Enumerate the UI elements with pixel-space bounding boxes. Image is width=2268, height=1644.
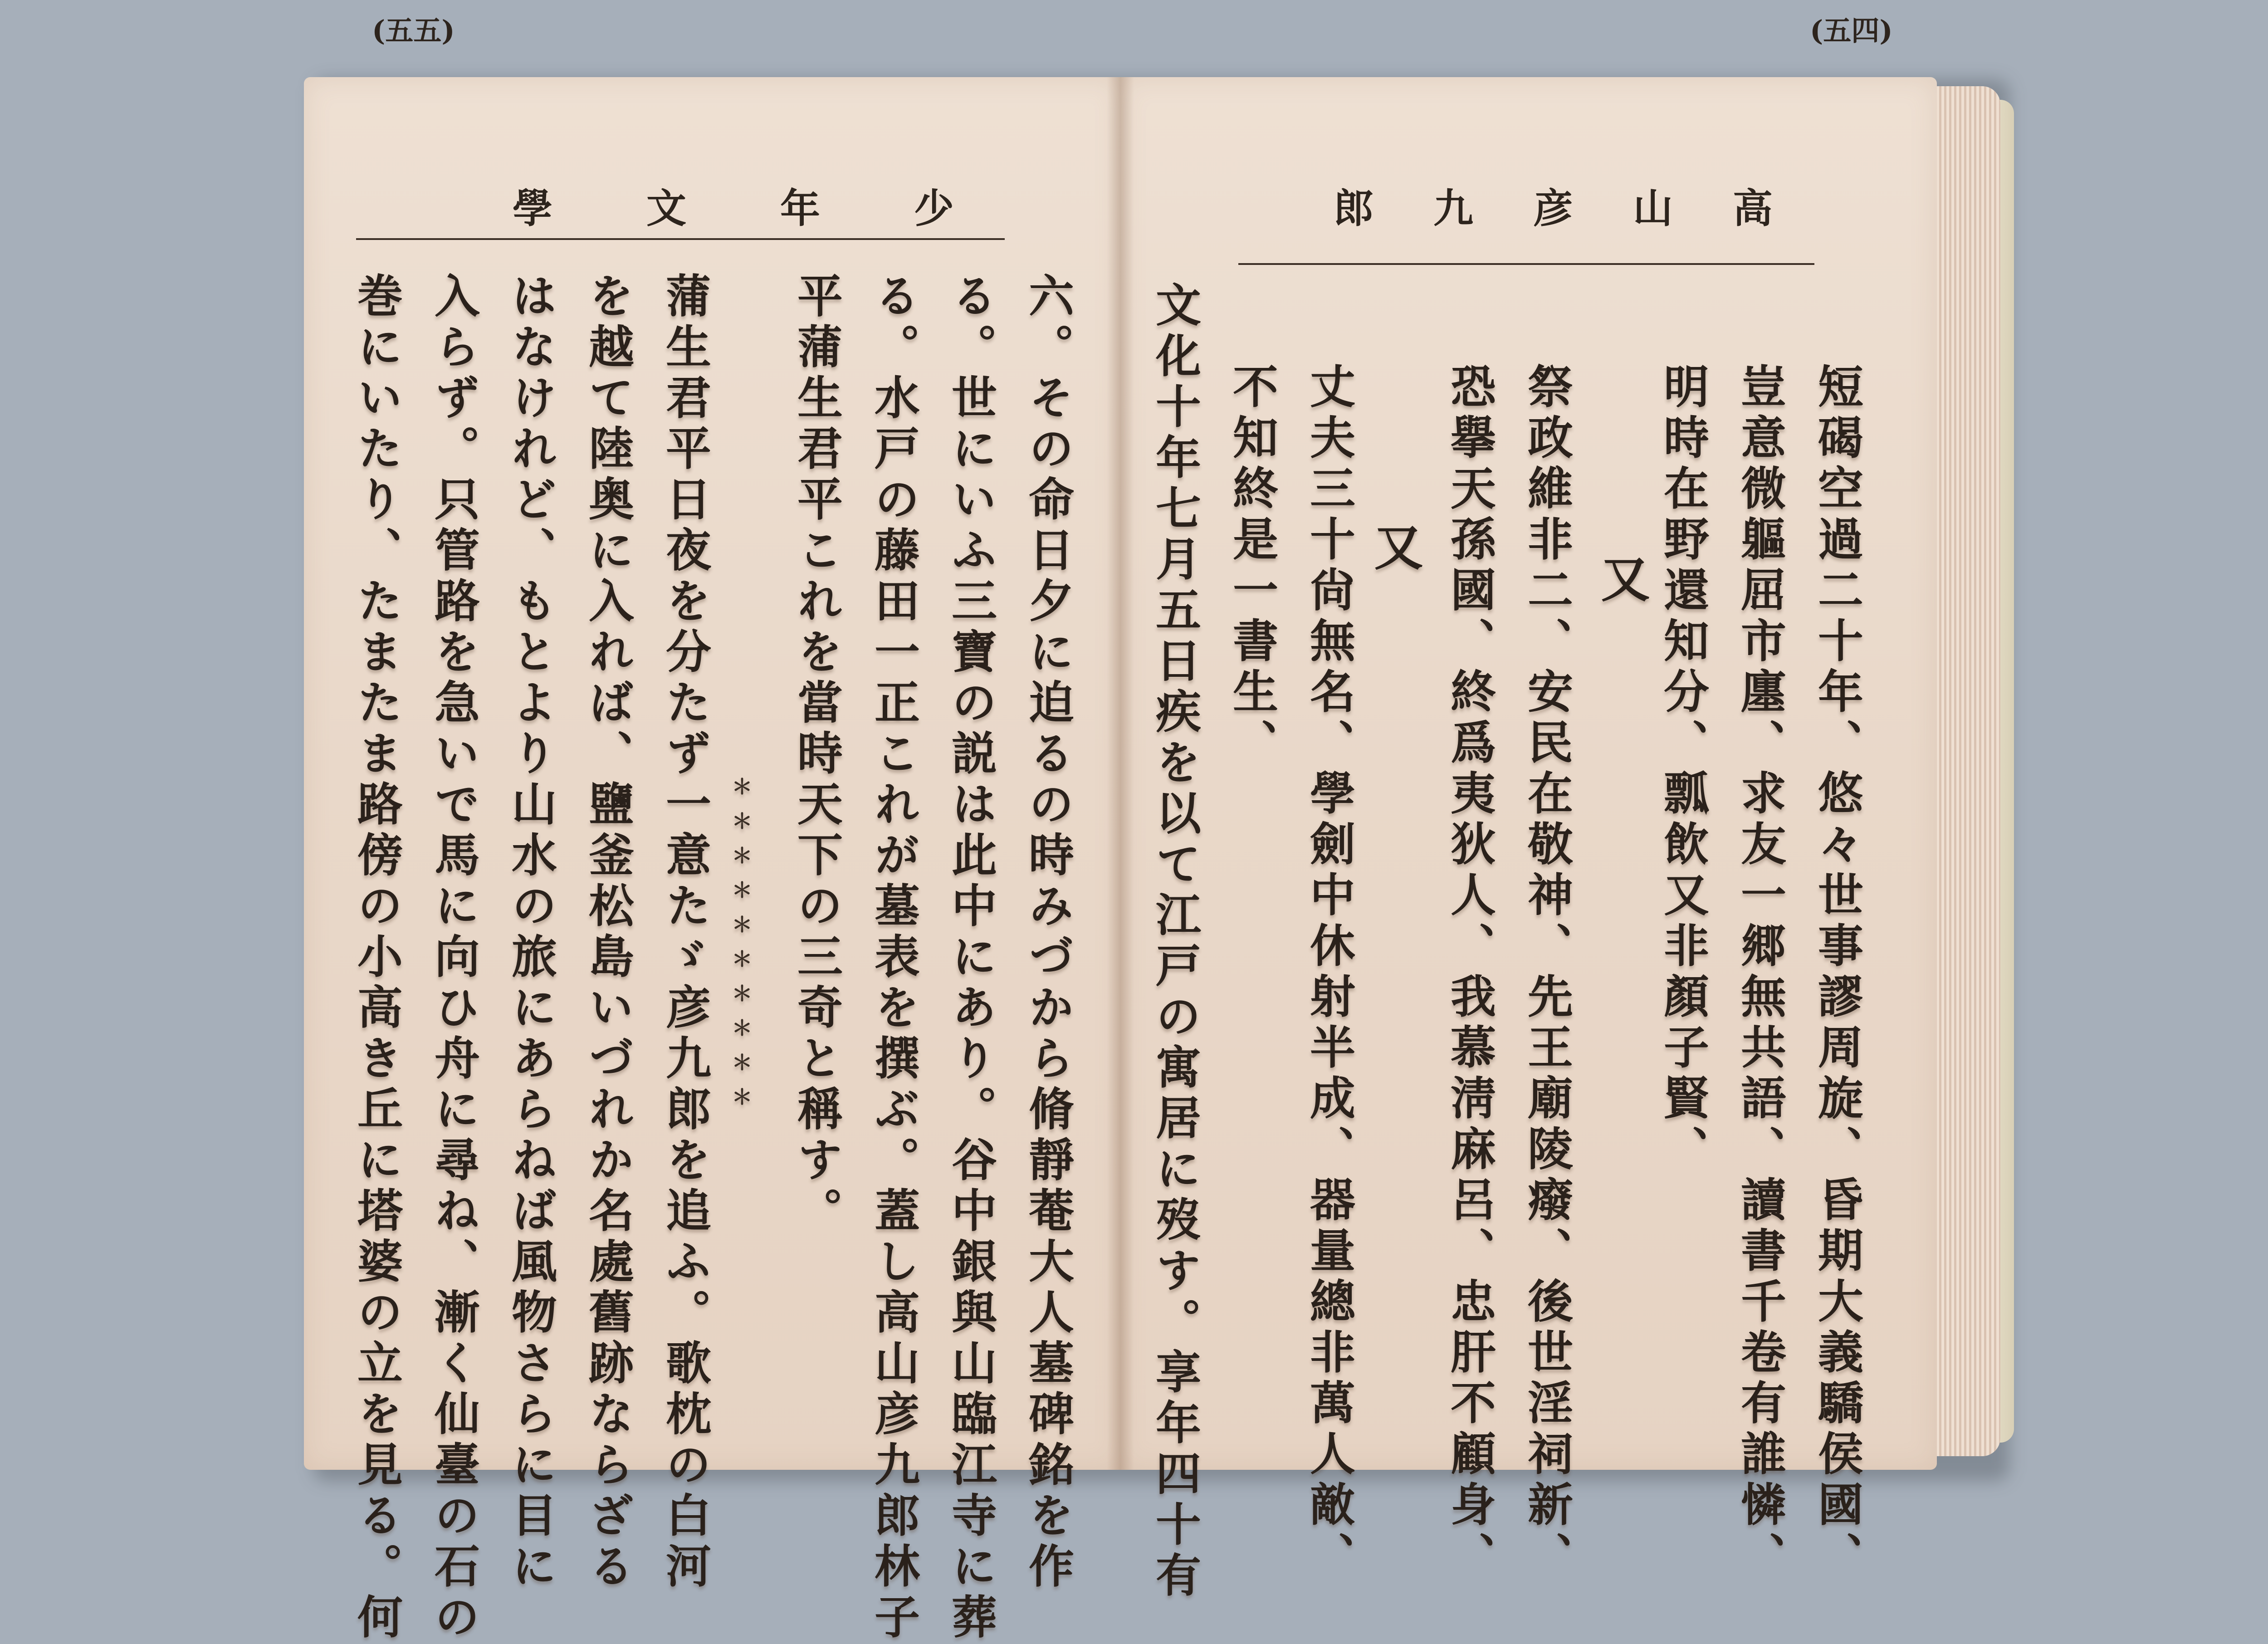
section-separator-stars: ＊＊＊＊＊＊＊＊＊＊ [728,776,753,1120]
right-text-column: 不知終是一書生、 [1225,363,1279,769]
left-title-char: 少 [914,185,954,232]
left-text-column: 巻にいたり、たまたま路傍の小高き丘に塔婆の立を見る。何 [350,272,403,1644]
left-text-column: を越て陸奥に入れば、鹽釜松島いづれか名處舊跡ならざる [581,272,635,1593]
left-text-column: 平蒲生君平これを當時天下の三奇と稱す。 [790,272,843,1238]
left-title-char: 文 [646,185,687,232]
left-title-char: 學 [513,185,553,232]
poem-heading: 又 [1366,522,1423,575]
poem-heading: 又 [1593,553,1650,607]
right-header-rule [1238,263,1814,265]
right-text-column: 短碣空過二十年、悠々世事謬周旋、昏期大義驕侯國、 [1810,363,1864,1582]
right-text-column: 恐擧天孫國、終爲夷狄人、我慕淸麻呂、忠肝不顧身、 [1443,363,1496,1582]
left-text-column: 入らず。只管路を急いで馬に向ひ舟に尋ね、漸く仙臺の石の [427,272,480,1644]
right-text-column: 文化十年七月五日疾を以て江戸の寓居に歿す。享年四十有 [1148,281,1202,1602]
right-title-char: 山 [1633,185,1673,232]
right-title-char: 高 [1733,185,1773,232]
left-text-column: はなけれど、もとより山水の旅にあらねば風物さらに目に [504,272,557,1593]
left-text-column: 六。その命日夕に迫るの時みづから脩靜菴大人墓碑銘を作 [1021,272,1075,1593]
left-page [304,77,1120,1470]
right-title-char: 彦 [1533,185,1574,232]
book-gutter [1107,77,1134,1470]
left-page-number: (五五) [372,14,455,47]
right-text-column: 丈夫三十尙無名、學劍中休射半成、器量總非萬人敵、 [1302,363,1356,1582]
right-title-char: 郎 [1334,185,1374,232]
right-title-char: 九 [1433,185,1474,232]
left-text-column: 蒲生君平日夜を分たず一意たゞ彦九郎を追ふ。歌枕の白河 [658,272,712,1593]
left-text-column: る。水戸の藤田一正これが墓表を撰ぶ。蓋し高山彦九郎林子 [867,272,920,1644]
left-text-column: る。世にいふ三寶の説は此中にあり。谷中銀與山臨江寺に葬 [944,272,997,1644]
right-text-column: 明時在野還知分、瓢飲又非顏子賢、 [1656,363,1710,1176]
left-title-char: 年 [780,185,821,232]
right-text-column: 祭政維非二、安民在敬神、先王廟陵癈、後世淫祠新、 [1520,363,1574,1582]
right-text-column: 豈意微軀屈市廛、求友一郷無共語、讀書千卷有誰憐、 [1733,363,1787,1582]
right-page-number: (五四) [1810,14,1893,47]
left-header-rule [356,238,1005,240]
